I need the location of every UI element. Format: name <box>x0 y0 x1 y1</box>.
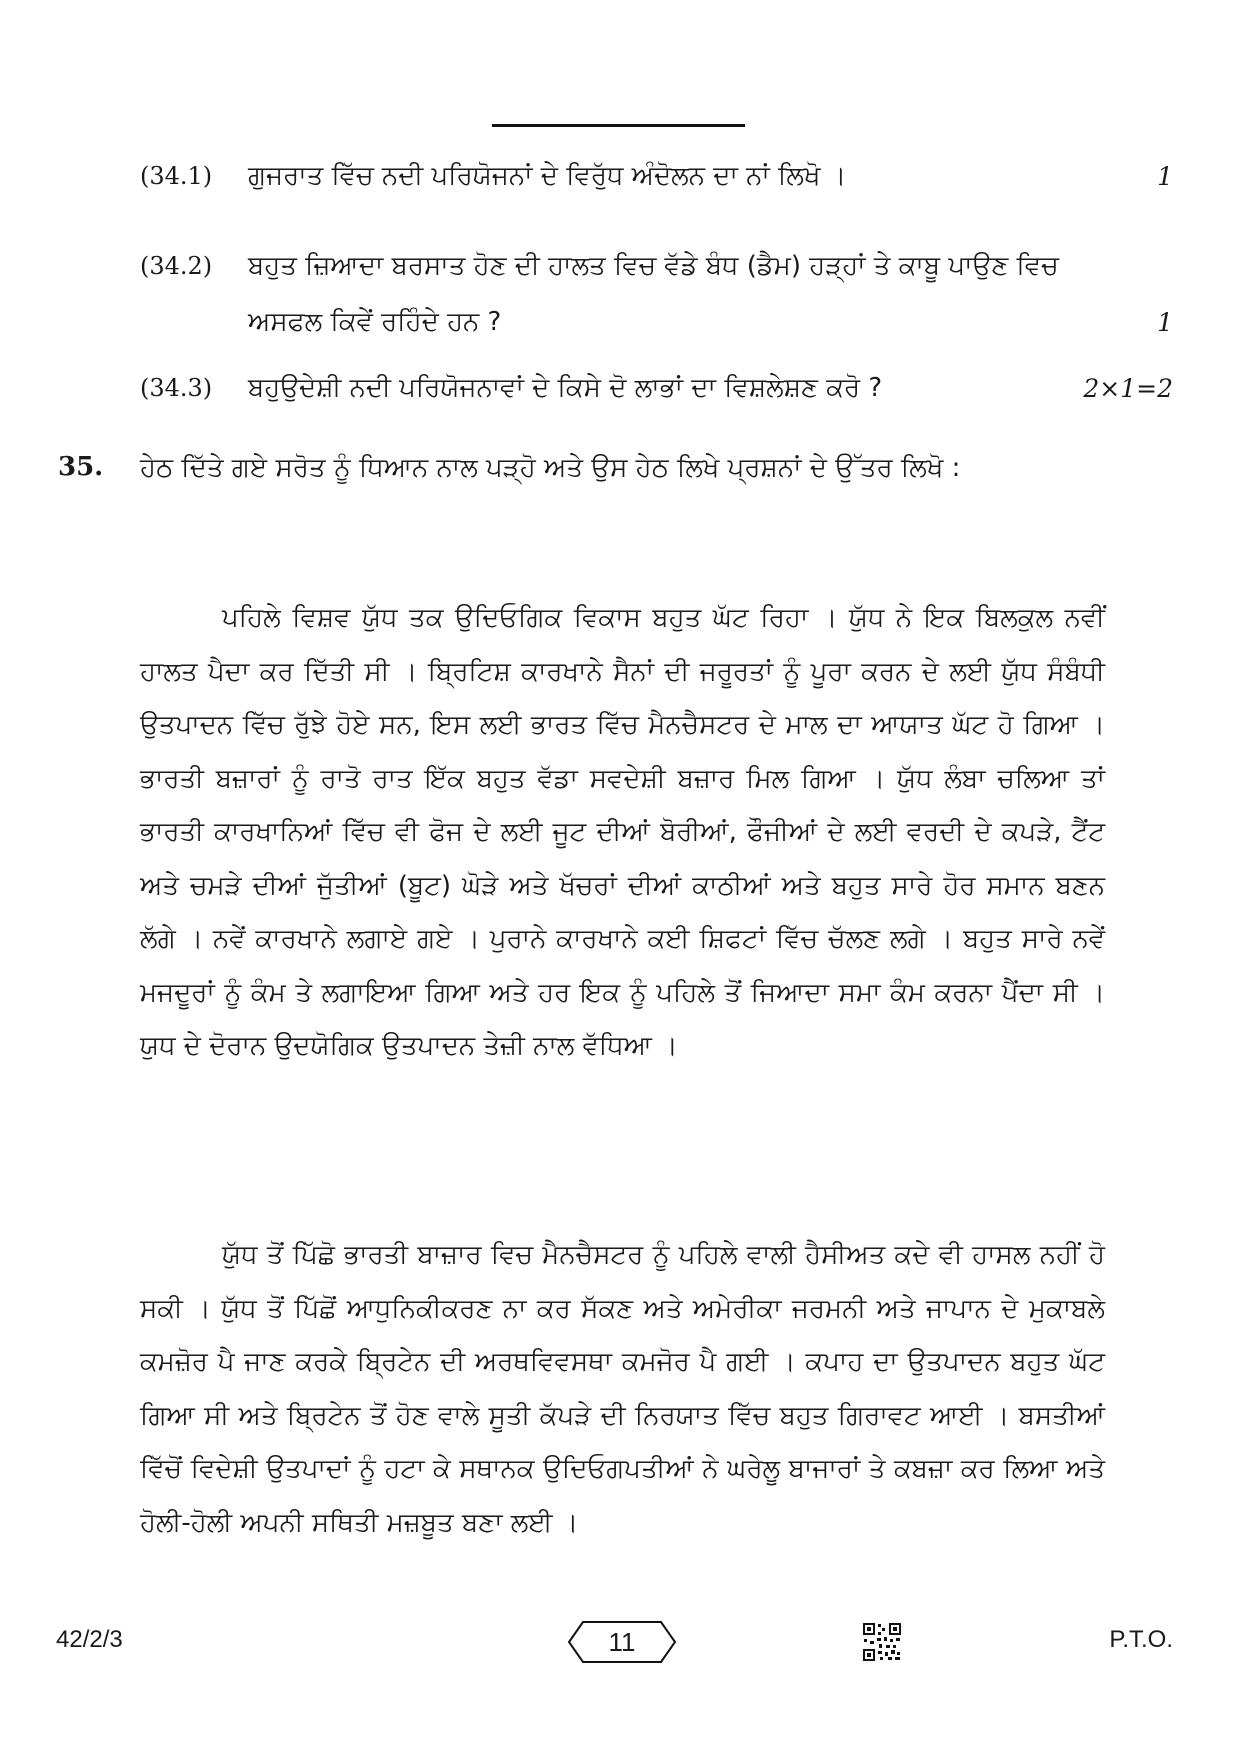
top-divider <box>492 124 745 127</box>
paper-code: 42/2/3 <box>56 1626 123 1653</box>
page-number-badge <box>567 1620 677 1664</box>
sub-question-text: ਬਹੁਉਦੇਸ਼ੀ ਨਦੀ ਪਰਿਯੋਜਨਾਵਾਂ ਦੇ ਕਿਸੇ ਦੋ ਲਾਭਾਂ ਦਾ ਵਿਸ਼ਲੇਸ਼ਣ ਕਰੋ ? <box>248 373 883 403</box>
sub-question-text: ਬਹੁਤ ਜ਼ਿਆਦਾ ਬਰਸਾਤ ਹੋਣ ਦੀ ਹਾਲਤ ਵਿਚ ਵੱਡੇ ਬੰਧ (ਡੈਮ) ਹੜ੍ਹਾਂ ਤੇ ਕਾਬੂ ਪਾਉਣ ਵਿਚ ਅਸਫਲ ਕਿਵੇਂ ਰਹਿੰਦੇ ਹਨ ? <box>248 251 1059 337</box>
question-prompt: ਹੇਠ ਦਿੱਤੇ ਗਏ ਸਰੋਤ ਨੂੰ ਧਿਆਨ ਨਾਲ ਪੜ੍ਹੋ ਅਤੇ ਉਸ ਹੇਠ ਲਿਖੇ ਪ੍ਰਸ਼ਨਾਂ ਦੇ ਉੱਤਰ ਲਿਖੋ : <box>140 453 961 483</box>
sub-question-number: (34.3) <box>140 374 213 402</box>
marks-label: 1 <box>1157 162 1173 191</box>
sub-question-number: (34.1) <box>140 162 213 190</box>
sub-question-text: ਗੁਜਰਾਤ ਵਿੱਚ ਨਦੀ ਪਰਿਯੋਜਨਾਂ ਦੇ ਵਿਰੁੱਧ ਅੰਦੋਲਨ ਦਾ ਨਾਂ ਲਿਖੋ । <box>248 161 847 191</box>
source-paragraph: ਯੁੱਧ ਤੋਂ ਪਿੱਛੋ ਭਾਰਤੀ ਬਾਜ਼ਾਰ ਵਿਚ ਮੈਨਚੈਸਟਰ ਨੂੰ ਪਹਿਲੇ ਵਾਲੀ ਹੈਸੀਅਤ ਕਦੇ ਵੀ ਹਾਸਲ ਨਹੀਂ ਹੋ ਸਕੀ । ਯੁੱਧ ਤੋਂ ਪਿੱਛੋਂ ਆਧੁਨਿਕੀਕਰਣ ਨਾ ਕਰ ਸੱਕਣ ਅਤੇ ਅਮੇਰੀਕਾ ਜਰਮਨੀ ਅਤੇ ਜਾਪਾਨ ਦੇ ਮੁਕਾਬਲੇ ਕਮਜ਼ੋਰ ਪੈ ਜਾਣ ਕਰਕੇ ਬ੍ਰਿਟੇਨ ਦੀ ਅਰਥਵਿਵਸਥਾ ਕਮਜੋਰ ਪੈ ਗਈ । ਕਪਾਹ ਦਾ ਉਤਪਾਦਨ ਬਹੁਤ ਘੱਟ ਗਿਆ ਸੀ ਅਤੇ ਬ੍ਰਿਟੇਨ ਤੋਂ ਹੋਣ ਵਾਲੇ ਸੂਤੀ ਕੱਪੜੇ ਦੀ ਨਿਰਯਾਤ ਵਿੱਚ ਬਹੁਤ ਗਿਰਾਵਟ ਆਈ । ਬਸਤੀਆਂ ਵਿੱਚੋਂ ਵਿਦੇਸ਼ੀ ਉਤਪਾਦਾਂ ਨੂੰ ਹਟਾ ਕੇ ਸਥਾਨਕ ਉਦਿਓਗਪਤੀਆਂ ਨੇ ਘਰੇਲੂ ਬਾਜਾਰਾਂ ਤੇ ਕਬਜ਼ਾ ਕਰ ਲਿਆ ਅਤੇ ਹੋਲੀ-ਹੋਲੀ ਅਪਨੀ ਸਥਿਤੀ ਮਜ਼ਬੂਤ ਬਣਾ ਲਈ । <box>140 1240 1105 1538</box>
please-turn-over: P.T.O. <box>1109 1626 1173 1653</box>
marks-label: 2×1=2 <box>1083 374 1173 403</box>
marks-label: 1 <box>1157 308 1173 337</box>
question-number: 35. <box>58 452 104 482</box>
sub-question-number: (34.2) <box>140 252 213 280</box>
page-footer <box>0 1620 1241 1680</box>
qr-code-icon <box>862 1622 902 1662</box>
page-number: 11 <box>608 1627 636 1657</box>
source-paragraph: ਪਹਿਲੇ ਵਿਸ਼ਵ ਯੁੱਧ ਤਕ ਉਦਿਓਗਿਕ ਵਿਕਾਸ ਬਹੁਤ ਘੱਟ ਰਿਹਾ । ਯੁੱਧ ਨੇ ਇਕ ਬਿਲਕੁਲ ਨਵੀਂ ਹਾਲਤ ਪੈਦਾ ਕਰ ਦਿੱਤੀ ਸੀ । ਬ੍ਰਿਟਿਸ਼ ਕਾਰਖਾਨੇ ਸੈਨਾਂ ਦੀ ਜਰੂਰਤਾਂ ਨੂੰ ਪੂਰਾ ਕਰਨ ਦੇ ਲਈ ਯੁੱਧ ਸੰਬੰਧੀ ਉਤਪਾਦਨ ਵਿੱਚ ਰੁੱਝੇ ਹੋਏ ਸਨ, ਇਸ ਲਈ ਭਾਰਤ ਵਿੱਚ ਮੈਨਚੈਸਟਰ ਦੇ ਮਾਲ ਦਾ ਆਯਾਤ ਘੱਟ ਹੋ ਗਿਆ । ਭਾਰਤੀ ਬਜ਼ਾਰਾਂ ਨੂੰ ਰਾਤੋ ਰਾਤ ਇੱਕ ਬਹੁਤ ਵੱਡਾ ਸਵਦੇਸ਼ੀ ਬਜ਼ਾਰ ਮਿਲ ਗਿਆ । ਯੁੱਧ ਲੰਬਾ ਚਲਿਆ ਤਾਂ ਭਾਰਤੀ ਕਾਰਖਾਨਿਆਂ ਵਿੱਚ ਵੀ ਫੋਜ ਦੇ ਲਈ ਜੂਟ ਦੀਆਂ ਬੋਰੀਆਂ, ਫੌਜੀਆਂ ਦੇ ਲਈ ਵਰਦੀ ਦੇ ਕਪੜੇ, ਟੈਂਟ ਅਤੇ ਚਮੜੇ ਦੀਆਂ ਜੁੱਤੀਆਂ (ਬੂਟ) ਘੋੜੇ ਅਤੇ ਖੱਚਰਾਂ ਦੀਆਂ ਕਾਠੀਆਂ ਅਤੇ ਬਹੁਤ ਸਾਰੇ ਹੋਰ ਸਮਾਨ ਬਣਨ ਲੱਗੇ । ਨਵੇਂ ਕਾਰਖਾਨੇ ਲਗਾਏ ਗਏ । ਪੁਰਾਨੇ ਕਾਰਖਾਨੇ ਕਈ ਸ਼ਿਫਟਾਂ ਵਿੱਚ ਚੱਲਣ ਲਗੇ । ਬਹੁਤ ਸਾਰੇ ਨਵੇਂ ਮਜਦੂਰਾਂ ਨੂੰ ਕੰਮ ਤੇ ਲਗਾਇਆ ਗਿਆ ਅਤੇ ਹਰ ਇਕ ਨੂੰ ਪਹਿਲੇ ਤੋਂ ਜਿਆਦਾ ਸਮਾ ਕੰਮ ਕਰਨਾ ਪੈਂਦਾ ਸੀ । ਯੁਧ ਦੇ ਦੋਰਾਨ ਉਦਯੋਗਿਕ ਉਤਪਾਦਨ ਤੇਜ਼ੀ ਨਾਲ ਵੱਧਿਆ । <box>140 603 1105 1061</box>
